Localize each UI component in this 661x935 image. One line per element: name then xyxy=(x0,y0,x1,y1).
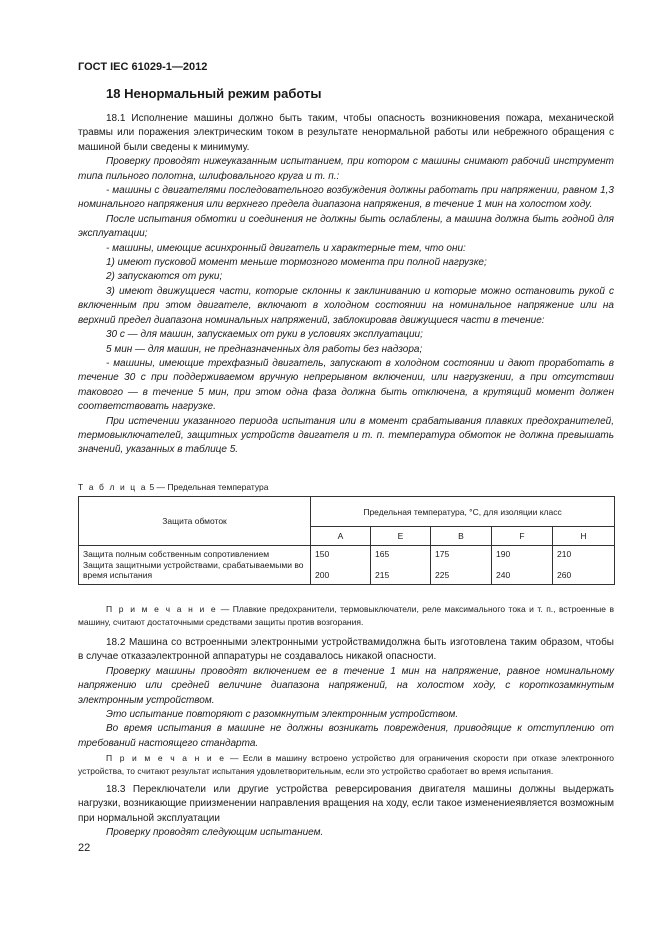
paragraph: - машины с двигателями последовательного возбуждения должны работать при напряжении, равном 1,3 номинального напряжения или верхнего предела диапазона напряжения, в течение 1 мин на холостом ходу. xyxy=(78,185,614,211)
note-text: — Плавкие предохранители, термовыключатели, реле максимального тока и т. п., встроенные в машину, считают достаточными средствами защиты против возгорания. xyxy=(78,604,614,627)
cell-value: 210 xyxy=(557,549,572,559)
paragraph: Во время испытания в машине не должны возникать повреждения, приводящие к отступлению от требований настоящего стандарта. xyxy=(78,723,614,749)
paragraph: 18.2 Машина со встроенными электронными устройствамидолжна быть изготовлена таким образом, чтобы в случае отказаэлектронной аппаратуры не создавалось никакой опасности. xyxy=(78,637,614,663)
paragraph: 5 мин — для машин, не предназначенных для работы без надзора; xyxy=(106,343,423,355)
row-label: Защита полным собственным сопротивлением xyxy=(83,549,270,559)
table-caption xyxy=(78,482,269,492)
class-a-values xyxy=(311,546,371,585)
paragraph: 18.1 Исполнение машины должно быть таким, чтобы опасность возникновения пожара, механической травмы или поражения электрическим током в результате ненормальной работы или небрежного обращения с машиной были сведены к минимуму. xyxy=(78,113,614,153)
cell-value: 240 xyxy=(496,570,511,580)
text-block-18-1 xyxy=(78,112,614,458)
text-block-18-2 xyxy=(78,636,614,751)
cell-value: 225 xyxy=(435,570,450,580)
paragraph: Проверку машины проводят включением ее в течение 1 мин на напряжение, равное номинальному напряжению или средней величине диапазона напряжений, на холостом ходу, с короткозамкнутым электронным устройством. xyxy=(78,665,614,706)
cell-value: 175 xyxy=(435,549,450,559)
row-label: Защита защитными устройствами, срабатываемыми во время испытания xyxy=(83,559,304,580)
page-number: 22 xyxy=(78,842,91,854)
paragraph: 1) имеют пусковой момент меньше тормозного момента при полной нагрузке; xyxy=(106,257,487,269)
table-row xyxy=(79,546,615,585)
note-label: П р и м е ч а н и е xyxy=(106,604,218,614)
paragraph: Проверку проводят следующим испытанием. xyxy=(106,827,324,839)
table-caption-prefix: Т а б л и ц а xyxy=(78,482,148,492)
paragraph: 3) имеют движущиеся части, которые склонны к заклиниванию и которые можно остановить рукой с включенным при этом двигателе, включают в холодном состоянии на номинальное напряжение или на верхний предел диапазона номинальных напряжений, заблокировав движущиеся части в течение: xyxy=(78,285,614,326)
paragraph: После испытания обмотки и соединения не должны быть ослаблены, а машина должна быть годной для эксплуатации; xyxy=(78,213,614,240)
table-caption-text: 5 — Предельная температура xyxy=(149,482,269,492)
paragraph: - машины, имеющие трехфазный двигатель, запускают в холодном состоянии и дают проработать в течение 30 с при поддерживаемом вручную непрерывном включении, или нагрузкении, а при отсутствии такового — в течение 5 мин, при этом одна фаза должна быть отключена, а крутящий момент должен соответствовать нагрузке. xyxy=(78,357,614,413)
table-note xyxy=(78,603,614,628)
row-labels xyxy=(79,546,311,585)
cell-value: 215 xyxy=(375,570,390,580)
class-header-f: F xyxy=(492,527,553,546)
column-header-protection: Защита обмоток xyxy=(79,497,311,546)
electronic-note xyxy=(78,752,614,777)
column-header-temperature: Предельная температура, °С, для изоляции класс xyxy=(311,497,615,527)
paragraph: Это испытание повторяют с разомкнутым электронным устройством. xyxy=(106,709,459,721)
class-b-values xyxy=(431,546,492,585)
paragraph: 18.3 Переключатели или другие устройства реверсирования двигателя машины должны выдержать нагрузки, возникающие приизменении направления вращения на ходу, если такое изменениеявляется возможным при нормальной эксплуатации xyxy=(78,784,614,824)
paragraph: При истечении указанного периода испытания или в момент срабатывания плавких предохранителей, термовыключателей, защитных устройств двигателя и т. п. температура обмоток не должна превышать значений, указанных в таблице 5. xyxy=(78,415,614,456)
class-header-a: A xyxy=(311,527,371,546)
paragraph: Проверку проводят нижеуказанным испытанием, при котором с машины снимают рабочий инструмент типа пильного полотна, шлифовального круга и т. п.: xyxy=(78,156,614,182)
paragraph: 2) запускаются от руки; xyxy=(106,271,223,283)
document-header: ГОСТ IEC 61029-1—2012 xyxy=(78,61,208,73)
temperature-table xyxy=(78,496,615,585)
cell-value: 150 xyxy=(315,549,330,559)
cell-value: 200 xyxy=(315,570,330,580)
cell-value: 260 xyxy=(557,570,572,580)
cell-value: 190 xyxy=(496,549,511,559)
class-header-b: B xyxy=(431,527,492,546)
section-title: 18 Ненормальный режим работы xyxy=(106,86,322,101)
note-label: П р и м е ч а н и е xyxy=(106,753,226,763)
text-block-18-3 xyxy=(78,783,614,841)
class-e-values xyxy=(371,546,431,585)
class-h-values xyxy=(553,546,615,585)
paragraph: - машины, имеющие асинхронный двигатель и характерные тем, что они: xyxy=(106,242,466,254)
cell-value: 165 xyxy=(375,549,390,559)
class-header-e: E xyxy=(371,527,431,546)
note-text: — Если в машину встроено устройство для ограничения скорости при отказе электронного устройства, то считают результат испытания удовлетворительным, если это устройство сработает во время испытания. xyxy=(78,753,614,776)
class-header-h: H xyxy=(553,527,615,546)
class-f-values xyxy=(492,546,553,585)
paragraph: 30 с — для машин, запускаемых от руки в условиях эксплуатации; xyxy=(106,329,423,341)
